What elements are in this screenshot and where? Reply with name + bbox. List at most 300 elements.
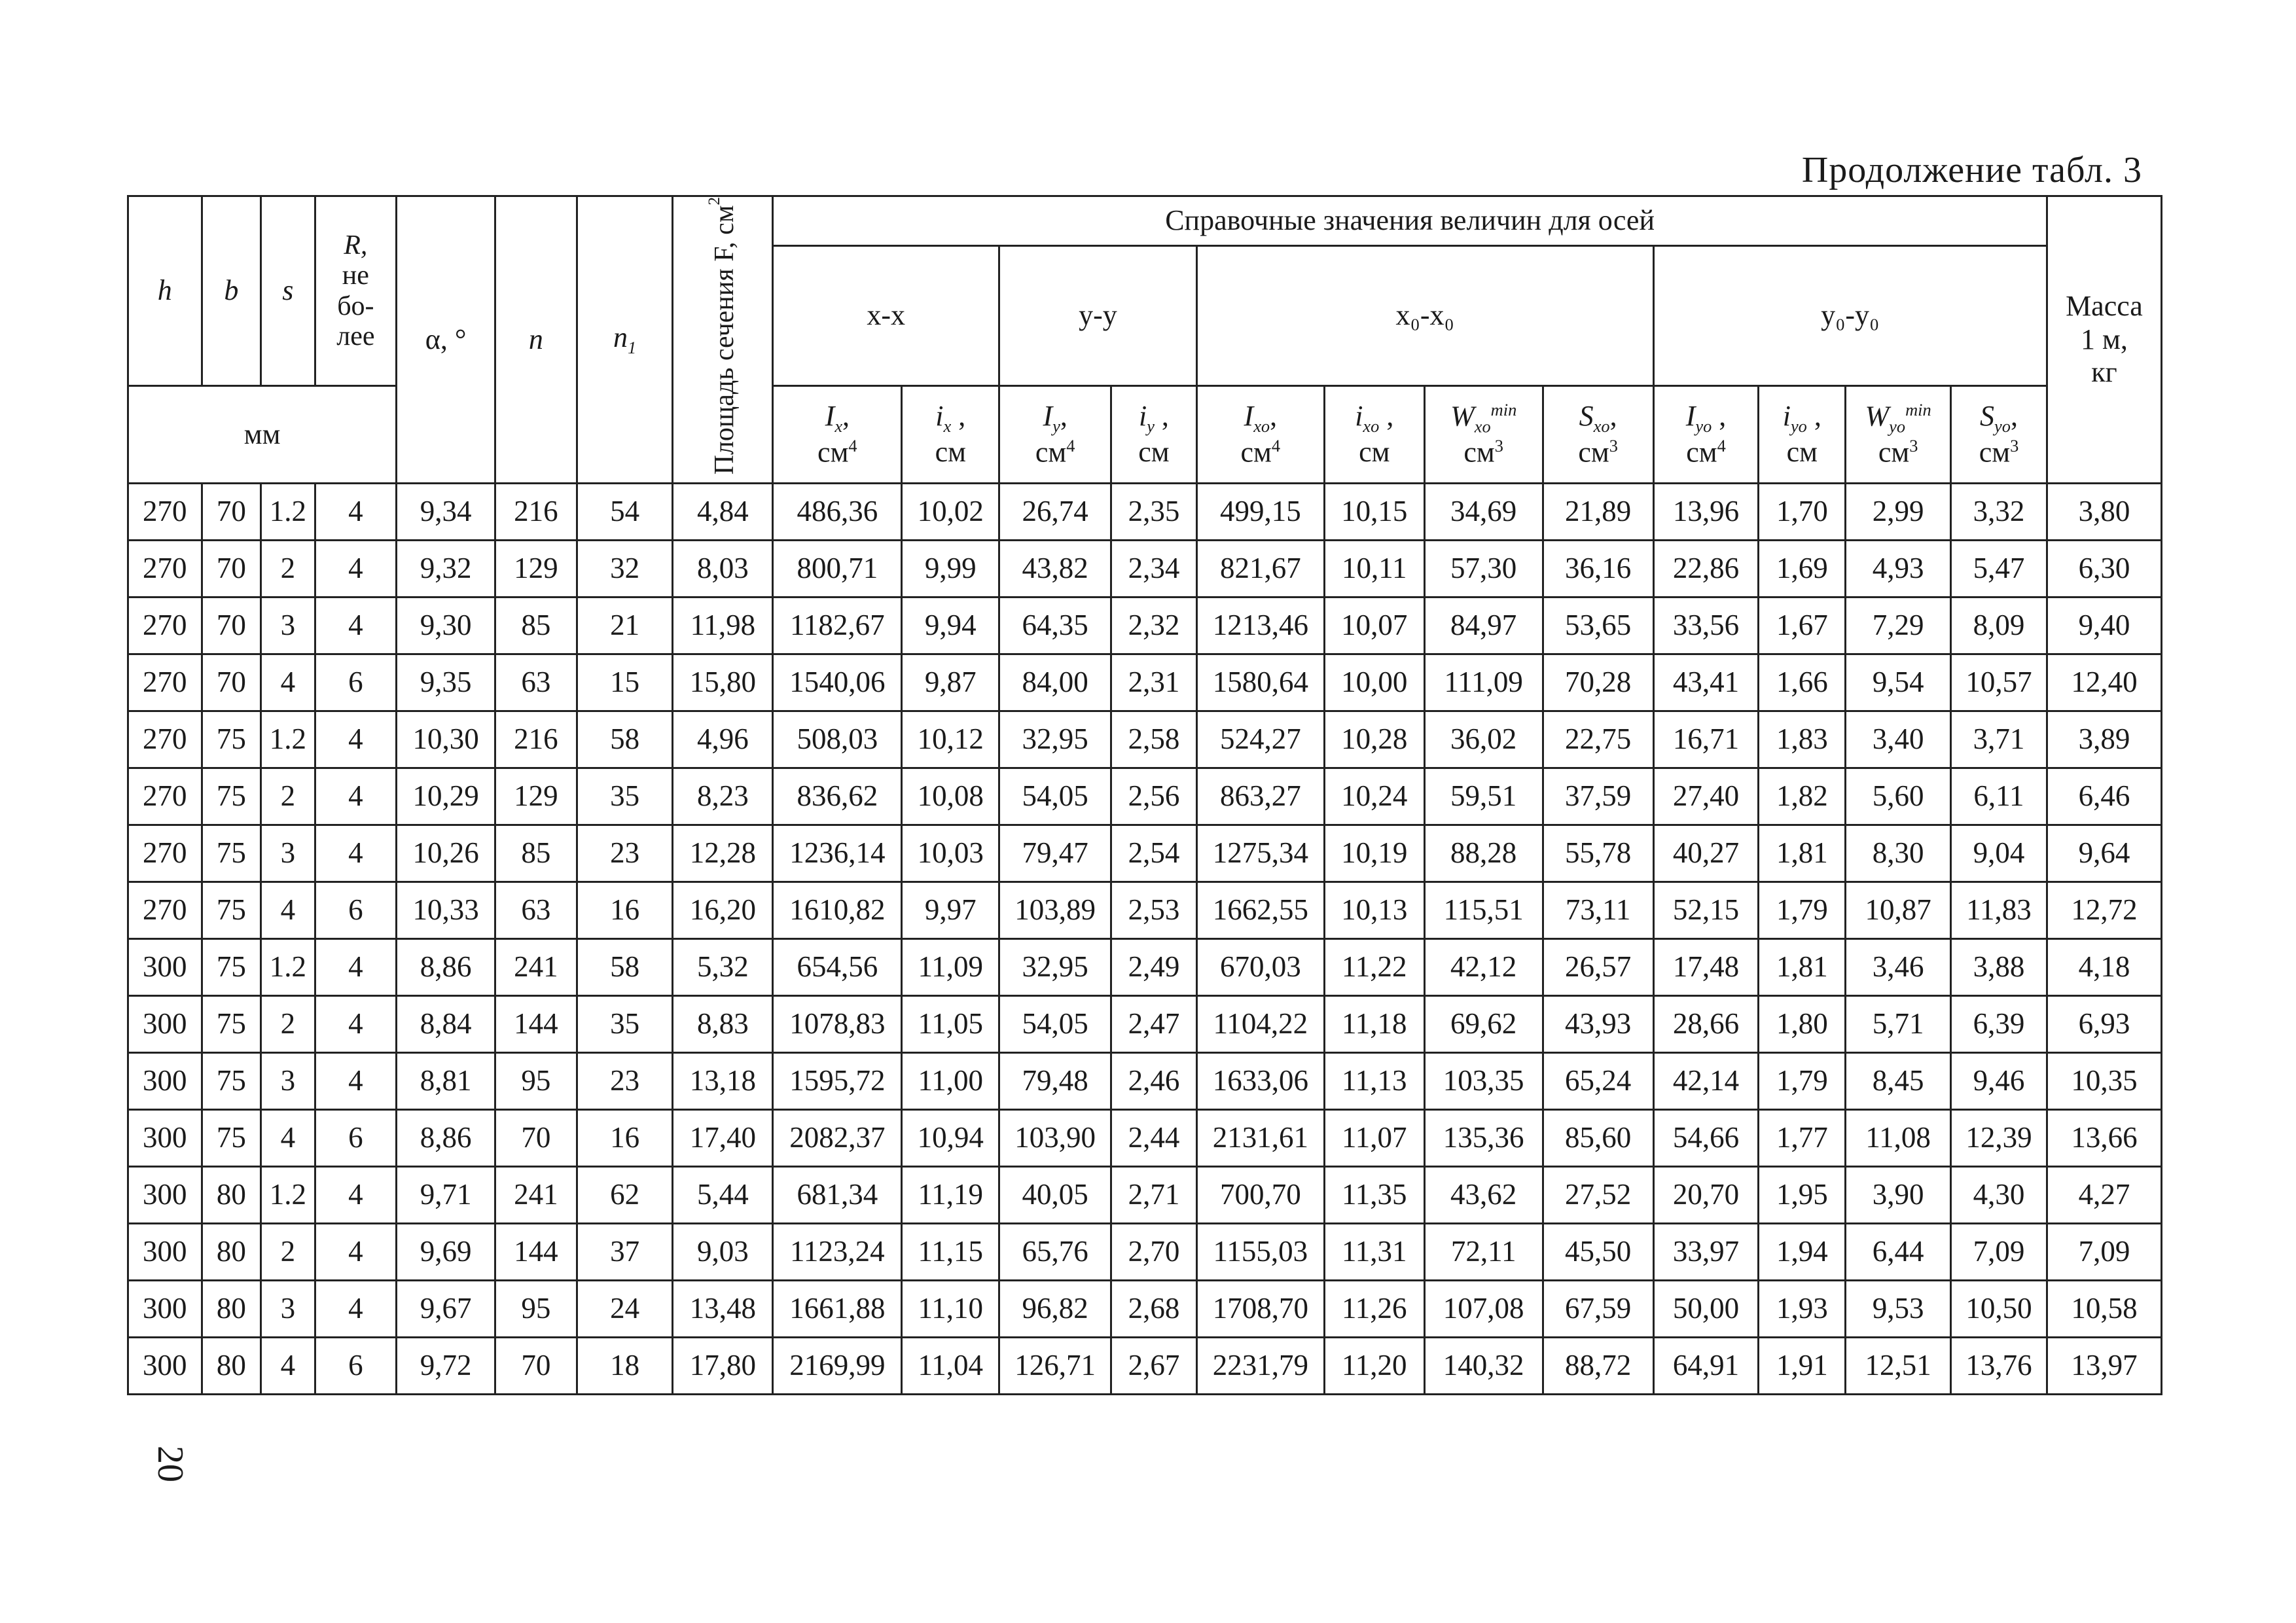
table-cell: 4,30 <box>1951 1166 2047 1223</box>
table-cell: 1610,82 <box>773 882 902 938</box>
table-cell: 270 <box>128 483 202 540</box>
table-cell: 670,03 <box>1196 938 1324 995</box>
header-symbol: $I_{yo}$ , <box>1685 399 1727 436</box>
table-cell: 3 <box>261 825 315 882</box>
table-cell: 2,34 <box>1111 540 1197 597</box>
table-cell: 10,26 <box>397 825 495 882</box>
table-cell: 144 <box>495 1223 577 1280</box>
table-cell: 11,15 <box>902 1223 999 1280</box>
table-cell: 9,97 <box>902 882 999 938</box>
header-unit: см <box>1138 436 1170 469</box>
table-cell: 70 <box>495 1337 577 1394</box>
table-cell: 216 <box>495 483 577 540</box>
table-cell: 53,65 <box>1543 597 1653 654</box>
table-cell: 3,71 <box>1951 711 2047 768</box>
table-cell: 10,13 <box>1324 882 1424 938</box>
table-cell: 58 <box>577 711 673 768</box>
table-cell: 6 <box>315 1337 397 1394</box>
table-cell: 4,96 <box>673 711 773 768</box>
table-row <box>128 825 2162 882</box>
table-cell: 16 <box>577 882 673 938</box>
header-unit: $см^3$ <box>1878 436 1918 469</box>
table-cell: 37,59 <box>1543 768 1653 825</box>
header-Iy <box>999 386 1111 484</box>
table-cell: 9,69 <box>397 1223 495 1280</box>
header-area <box>673 196 773 484</box>
table-cell: 2 <box>261 1223 315 1280</box>
table-cell: 40,27 <box>1653 825 1759 882</box>
table-cell: 70 <box>202 597 260 654</box>
table-cell: 79,48 <box>999 1052 1111 1109</box>
table-cell: 9,30 <box>397 597 495 654</box>
table-cell: 43,41 <box>1653 654 1759 711</box>
table-cell: 270 <box>128 540 202 597</box>
table-cell: 8,30 <box>1846 825 1951 882</box>
table-row <box>128 938 2162 995</box>
header-n1-symbol: n <box>613 321 628 354</box>
table-cell: 11,07 <box>1324 1109 1424 1166</box>
header-symbol: $i_{xo}$ , <box>1355 400 1394 436</box>
table-cell: 12,28 <box>673 825 773 882</box>
table-cell: 11,08 <box>1846 1109 1951 1166</box>
table-cell: 508,03 <box>773 711 902 768</box>
table-cell: 62 <box>577 1166 673 1223</box>
table-cell: 10,29 <box>397 768 495 825</box>
table-cell: 2,99 <box>1846 483 1951 540</box>
table-cell: 2131,61 <box>1196 1109 1324 1166</box>
table-cell: 1123,24 <box>773 1223 902 1280</box>
table-cell: 2,31 <box>1111 654 1197 711</box>
table-cell: 1,79 <box>1759 1052 1846 1109</box>
header-s: s <box>261 196 315 386</box>
table-cell: 821,67 <box>1196 540 1324 597</box>
table-cell: 1633,06 <box>1196 1052 1324 1109</box>
table-cell: 4 <box>315 1223 397 1280</box>
table-cell: 135,36 <box>1424 1109 1543 1166</box>
table-cell: 3,90 <box>1846 1166 1951 1223</box>
table-cell: 2,46 <box>1111 1052 1197 1109</box>
table-cell: 2082,37 <box>773 1109 902 1166</box>
table-cell: 8,86 <box>397 938 495 995</box>
header-Ixo <box>1196 386 1324 484</box>
table-cell: 11,18 <box>1324 995 1424 1052</box>
table-cell: 17,80 <box>673 1337 773 1394</box>
table-cell: 10,30 <box>397 711 495 768</box>
table-cell: 3,32 <box>1951 483 2047 540</box>
table-row <box>128 1109 2162 1166</box>
table-cell: 3 <box>261 1280 315 1337</box>
table-cell: 115,51 <box>1424 882 1543 938</box>
header-b: b <box>202 196 260 386</box>
table-cell: 73,11 <box>1543 882 1653 938</box>
table-cell: 3 <box>261 1052 315 1109</box>
table-cell: 111,09 <box>1424 654 1543 711</box>
table-row <box>128 654 2162 711</box>
header-reference: Справочные значения величин для осей <box>773 196 2047 246</box>
table-cell: 23 <box>577 1052 673 1109</box>
table-cell: 216 <box>495 711 577 768</box>
header-Ix <box>773 386 902 484</box>
table-cell: 36,02 <box>1424 711 1543 768</box>
table-cell: 4 <box>261 654 315 711</box>
table-cell: 300 <box>128 938 202 995</box>
table-cell: 1,69 <box>1759 540 1846 597</box>
table-cell: 57,30 <box>1424 540 1543 597</box>
table-cell: 7,09 <box>1951 1223 2047 1280</box>
table-cell: 2,71 <box>1111 1166 1197 1223</box>
table-cell: 1.2 <box>261 483 315 540</box>
table-cell: 65,76 <box>999 1223 1111 1280</box>
table-cell: 26,74 <box>999 483 1111 540</box>
table-cell: 63 <box>495 654 577 711</box>
table-cell: 4,27 <box>2047 1166 2161 1223</box>
table-cell: 2,54 <box>1111 825 1197 882</box>
table-cell: 1,94 <box>1759 1223 1846 1280</box>
table-cell: 37 <box>577 1223 673 1280</box>
table-cell: 16 <box>577 1109 673 1166</box>
header-unit: $см^4$ <box>817 436 857 469</box>
table-cell: 35 <box>577 768 673 825</box>
table-cell: 2,53 <box>1111 882 1197 938</box>
table-cell: 8,84 <box>397 995 495 1052</box>
table-cell: 75 <box>202 711 260 768</box>
table-cell: 20,70 <box>1653 1166 1759 1223</box>
table-cell: 95 <box>495 1280 577 1337</box>
table-cell: 58 <box>577 938 673 995</box>
table-cell: 1104,22 <box>1196 995 1324 1052</box>
table-cell: 85 <box>495 597 577 654</box>
table-cell: 1.2 <box>261 1166 315 1223</box>
table-cell: 11,26 <box>1324 1280 1424 1337</box>
header-r-line: бо- <box>337 291 374 321</box>
table-cell: 75 <box>202 825 260 882</box>
table-cell: 26,57 <box>1543 938 1653 995</box>
table-cell: 10,58 <box>2047 1280 2161 1337</box>
table-cell: 9,87 <box>902 654 999 711</box>
table-cell: 72,11 <box>1424 1223 1543 1280</box>
header-symbol: $i_x$ , <box>935 400 966 436</box>
header-n1-subscript: 1 <box>627 338 637 358</box>
table-cell: 6,30 <box>2047 540 2161 597</box>
header-unit: $см^4$ <box>1240 436 1281 469</box>
table-cell: 75 <box>202 882 260 938</box>
header-r-line: лее <box>336 321 375 351</box>
table-cell: 10,15 <box>1324 483 1424 540</box>
table-cell: 69,62 <box>1424 995 1543 1052</box>
table-cell: 8,86 <box>397 1109 495 1166</box>
header-symbol: $W_{yo}^{min}$ <box>1865 399 1931 436</box>
table-cell: 1078,83 <box>773 995 902 1052</box>
table-cell: 6,93 <box>2047 995 2161 1052</box>
table-cell: 10,11 <box>1324 540 1424 597</box>
table-cell: 22,86 <box>1653 540 1759 597</box>
table-cell: 70 <box>495 1109 577 1166</box>
table-cell: 7,09 <box>2047 1223 2161 1280</box>
table-cell: 3,80 <box>2047 483 2161 540</box>
header-unit: $см^3$ <box>1979 436 2019 469</box>
table-row <box>128 483 2162 540</box>
table-cell: 59,51 <box>1424 768 1543 825</box>
table-cell: 32,95 <box>999 711 1111 768</box>
table-cell: 10,35 <box>2047 1052 2161 1109</box>
table-cell: 2,32 <box>1111 597 1197 654</box>
table-cell: 65,24 <box>1543 1052 1653 1109</box>
table-cell: 11,19 <box>902 1166 999 1223</box>
table-cell: 2,68 <box>1111 1280 1197 1337</box>
table-cell: 9,71 <box>397 1166 495 1223</box>
table-cell: 1,81 <box>1759 825 1846 882</box>
table-cell: 10,02 <box>902 483 999 540</box>
table-cell: 2,58 <box>1111 711 1197 768</box>
table-cell: 2,47 <box>1111 995 1197 1052</box>
table-cell: 40,05 <box>999 1166 1111 1223</box>
header-area-label: Площадь сечения F, см <box>709 205 740 475</box>
table-cell: 300 <box>128 1052 202 1109</box>
header-unit: $см^4$ <box>1686 436 1726 469</box>
table-cell: 3 <box>261 597 315 654</box>
properties-table <box>127 195 2162 1395</box>
table-cell: 2,35 <box>1111 483 1197 540</box>
table-cell: 80 <box>202 1337 260 1394</box>
table-cell: 1,77 <box>1759 1109 1846 1166</box>
table-row <box>128 597 2162 654</box>
table-cell: 1,80 <box>1759 995 1846 1052</box>
header-axis-xx: x-x <box>773 245 999 385</box>
header-h: h <box>128 196 202 386</box>
table-cell: 10,00 <box>1324 654 1424 711</box>
table-cell: 75 <box>202 768 260 825</box>
table-cell: 9,67 <box>397 1280 495 1337</box>
header-symbol: $i_y$ , <box>1138 400 1169 436</box>
header-area-text <box>705 197 741 474</box>
table-cell: 270 <box>128 711 202 768</box>
table-cell: 1,91 <box>1759 1337 1846 1394</box>
header-symbol: $S_{yo}$, <box>1980 399 2018 436</box>
table-cell: 10,57 <box>1951 654 2047 711</box>
table-cell: 95 <box>495 1052 577 1109</box>
table-cell: 10,87 <box>1846 882 1951 938</box>
header-r-line: R, <box>344 230 368 261</box>
table-cell: 6,39 <box>1951 995 2047 1052</box>
table-cell: 9,54 <box>1846 654 1951 711</box>
header-symbol: $I_{xo}$, <box>1244 399 1278 436</box>
header-symbol: $S_{xo}$, <box>1579 399 1617 436</box>
table-cell: 1.2 <box>261 711 315 768</box>
table-row <box>128 768 2162 825</box>
header-alpha: α, ° <box>397 196 495 484</box>
table-cell: 10,28 <box>1324 711 1424 768</box>
table-cell: 3,88 <box>1951 938 2047 995</box>
table-cell: 13,97 <box>2047 1337 2161 1394</box>
table-cell: 5,44 <box>673 1166 773 1223</box>
table-cell: 1540,06 <box>773 654 902 711</box>
table-cell: 2 <box>261 995 315 1052</box>
table-cell: 1275,34 <box>1196 825 1324 882</box>
table-row <box>128 882 2162 938</box>
table-cell: 129 <box>495 540 577 597</box>
table-cell: 4 <box>315 1280 397 1337</box>
table-cell: 6,46 <box>2047 768 2161 825</box>
header-Syo <box>1951 386 2047 484</box>
table-cell: 75 <box>202 995 260 1052</box>
table-cell: 4,18 <box>2047 938 2161 995</box>
table-cell: 2,70 <box>1111 1223 1197 1280</box>
table-cell: 300 <box>128 1337 202 1394</box>
header-ix <box>902 386 999 484</box>
table-cell: 22,75 <box>1543 711 1653 768</box>
table-cell: 4 <box>315 995 397 1052</box>
table-cell: 241 <box>495 938 577 995</box>
table-cell: 10,12 <box>902 711 999 768</box>
table-cell: 18 <box>577 1337 673 1394</box>
table-cell: 107,08 <box>1424 1280 1543 1337</box>
table-cell: 800,71 <box>773 540 902 597</box>
table-cell: 1236,14 <box>773 825 902 882</box>
table-cell: 2,56 <box>1111 768 1197 825</box>
table-caption: Продолжение табл. 3 <box>1801 150 2142 190</box>
table-cell: 1580,64 <box>1196 654 1324 711</box>
table-cell: 11,00 <box>902 1052 999 1109</box>
table-cell: 499,15 <box>1196 483 1324 540</box>
header-unit: см <box>1359 436 1390 469</box>
table-cell: 863,27 <box>1196 768 1324 825</box>
table-row <box>128 1223 2162 1280</box>
table-cell: 1,81 <box>1759 938 1846 995</box>
table-cell: 836,62 <box>773 768 902 825</box>
table-cell: 4,84 <box>673 483 773 540</box>
table-cell: 63 <box>495 882 577 938</box>
table-cell: 15,80 <box>673 654 773 711</box>
table-cell: 10,03 <box>902 825 999 882</box>
table-cell: 103,90 <box>999 1109 1111 1166</box>
table-cell: 8,81 <box>397 1052 495 1109</box>
table-cell: 55,78 <box>1543 825 1653 882</box>
table-cell: 12,72 <box>2047 882 2161 938</box>
table-cell: 1,95 <box>1759 1166 1846 1223</box>
table-cell: 270 <box>128 825 202 882</box>
table-row <box>128 995 2162 1052</box>
table-row <box>128 1337 2162 1394</box>
table-body <box>128 483 2162 1394</box>
table-cell: 32,95 <box>999 938 1111 995</box>
table-cell: 70,28 <box>1543 654 1653 711</box>
table-cell: 241 <box>495 1166 577 1223</box>
table-cell: 8,45 <box>1846 1052 1951 1109</box>
table-cell: 1595,72 <box>773 1052 902 1109</box>
table-cell: 11,35 <box>1324 1166 1424 1223</box>
header-unit: $см^3$ <box>1463 436 1503 469</box>
table-cell: 4 <box>315 1166 397 1223</box>
header-mass <box>2047 196 2161 484</box>
table-cell: 13,66 <box>2047 1109 2161 1166</box>
table-cell: 70 <box>202 483 260 540</box>
header-mass-line: кг <box>2091 356 2117 389</box>
table-cell: 17,40 <box>673 1109 773 1166</box>
table-cell: 9,99 <box>902 540 999 597</box>
table-cell: 9,53 <box>1846 1280 1951 1337</box>
table-cell: 3,46 <box>1846 938 1951 995</box>
table-cell: 11,04 <box>902 1337 999 1394</box>
table-cell: 5,32 <box>673 938 773 995</box>
table-cell: 4 <box>315 938 397 995</box>
header-area-sup: 2 <box>705 197 723 205</box>
header-unit: см <box>935 436 966 469</box>
table-cell: 4 <box>315 825 397 882</box>
table-cell: 16,71 <box>1653 711 1759 768</box>
table-cell: 9,46 <box>1951 1052 2047 1109</box>
table-cell: 5,47 <box>1951 540 2047 597</box>
table-cell: 2,49 <box>1111 938 1197 995</box>
table-cell: 129 <box>495 768 577 825</box>
table-cell: 4 <box>315 483 397 540</box>
table-cell: 3,40 <box>1846 711 1951 768</box>
table-cell: 54,05 <box>999 995 1111 1052</box>
table-cell: 9,34 <box>397 483 495 540</box>
table-cell: 5,60 <box>1846 768 1951 825</box>
table-cell: 9,04 <box>1951 825 2047 882</box>
table-cell: 9,72 <box>397 1337 495 1394</box>
table-cell: 17,48 <box>1653 938 1759 995</box>
header-Iyo <box>1653 386 1759 484</box>
table-row <box>128 1166 2162 1223</box>
table-cell: 13,48 <box>673 1280 773 1337</box>
table-cell: 4 <box>315 1052 397 1109</box>
header-mass-line: Масса <box>2066 290 2143 323</box>
table-cell: 96,82 <box>999 1280 1111 1337</box>
table-cell: 1155,03 <box>1196 1223 1324 1280</box>
table-cell: 8,83 <box>673 995 773 1052</box>
table-cell: 654,56 <box>773 938 902 995</box>
table-cell: 4 <box>315 597 397 654</box>
table-cell: 84,97 <box>1424 597 1543 654</box>
table-cell: 54,05 <box>999 768 1111 825</box>
table-cell: 80 <box>202 1280 260 1337</box>
table-cell: 144 <box>495 995 577 1052</box>
table-cell: 21 <box>577 597 673 654</box>
header-n: n <box>495 196 577 484</box>
table-cell: 1,82 <box>1759 768 1846 825</box>
table-cell: 67,59 <box>1543 1280 1653 1337</box>
table-cell: 54,66 <box>1653 1109 1759 1166</box>
header-ixo <box>1324 386 1424 484</box>
table-cell: 4 <box>261 882 315 938</box>
table-cell: 64,91 <box>1653 1337 1759 1394</box>
table-cell: 45,50 <box>1543 1223 1653 1280</box>
table-cell: 13,18 <box>673 1052 773 1109</box>
table-cell: 50,00 <box>1653 1280 1759 1337</box>
table-cell: 300 <box>128 995 202 1052</box>
table-cell: 54 <box>577 483 673 540</box>
table-cell: 64,35 <box>999 597 1111 654</box>
table-cell: 1213,46 <box>1196 597 1324 654</box>
header-symbol: $W_{xo}^{min}$ <box>1450 399 1517 436</box>
table-cell: 27,40 <box>1653 768 1759 825</box>
table-cell: 9,94 <box>902 597 999 654</box>
table-cell: 79,47 <box>999 825 1111 882</box>
table-cell: 9,03 <box>673 1223 773 1280</box>
table-cell: 32 <box>577 540 673 597</box>
table-cell: 2 <box>261 540 315 597</box>
table-cell: 10,50 <box>1951 1280 2047 1337</box>
table-cell: 43,93 <box>1543 995 1653 1052</box>
table-cell: 1.2 <box>261 938 315 995</box>
header-iy <box>1111 386 1197 484</box>
table-cell: 34,69 <box>1424 483 1543 540</box>
table-cell: 2,67 <box>1111 1337 1197 1394</box>
table-cell: 10,33 <box>397 882 495 938</box>
table-row <box>128 1280 2162 1337</box>
header-mm: мм <box>128 386 397 484</box>
